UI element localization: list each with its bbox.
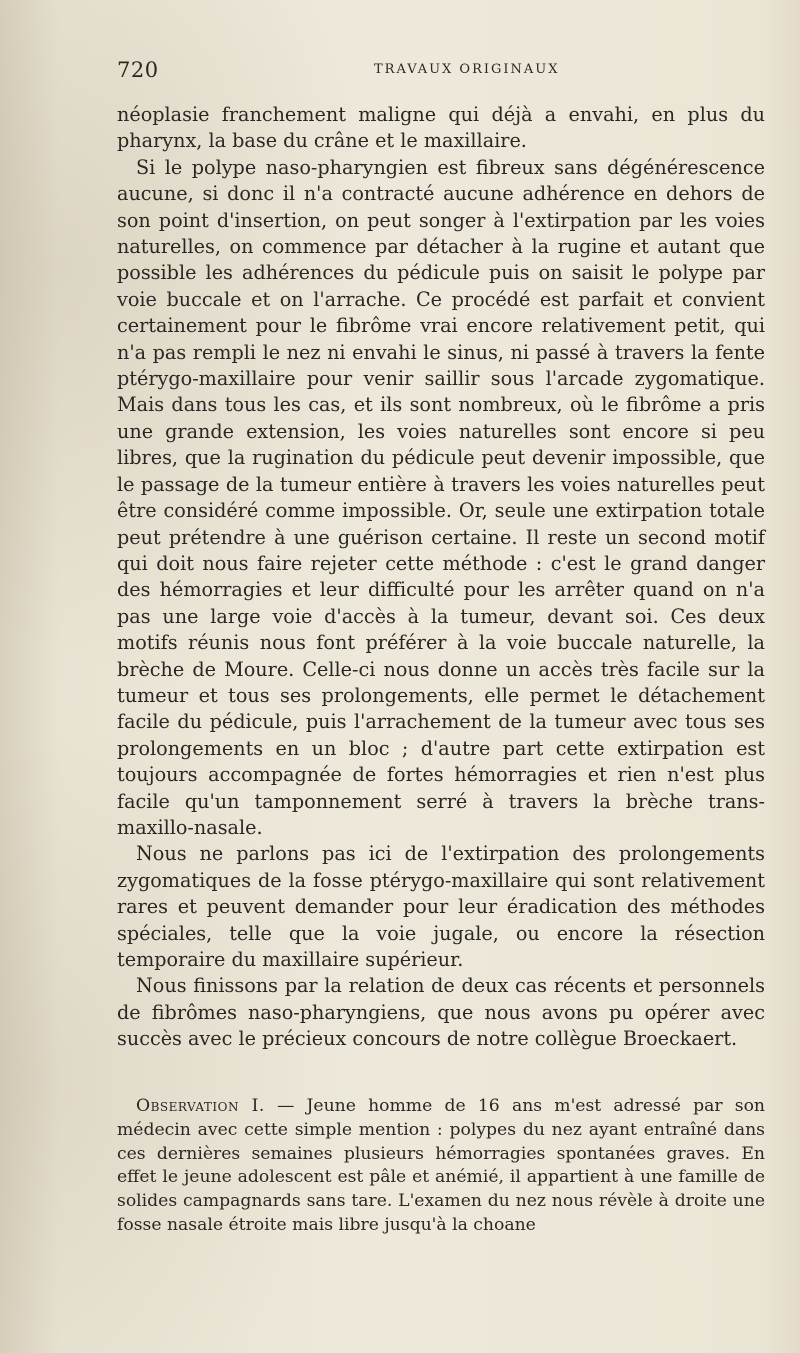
paragraph: néoplasie franchement maligne qui déjà a envahi, en plus du pharynx, la base du crâne et le maxillaire. bbox=[117, 103, 765, 153]
page-number: 720 bbox=[117, 58, 159, 82]
paragraph: Nous ne parlons pas ici de l'extirpation des prolongements zygomatiques de la fosse ptérygo-maxillaire qui sont relativement rares et peuvent demander pour leur éradication des méthodes spéciales, telle que la voie jugale, ou encore la résection temporaire du maxillaire supérieur. bbox=[117, 842, 765, 971]
observation-block bbox=[117, 1095, 765, 1238]
observation-paragraph bbox=[117, 1095, 765, 1238]
paragraph: Nous finissons par la relation de deux cas récents et personnels de fibrômes naso-pharyngiens, que nous avons pu opérer avec succès avec le précieux concours de notre collègue Broeckaert. bbox=[117, 974, 765, 1051]
observation-text: — Jeune homme de 16 ans m'est adressé par son médecin avec cette simple mention : polypes du nez ayant entraîné dans ces dernières semaines plusieurs hémorragies spontanées graves. En effet le jeune adolescent est pâle et anémié, il appartient à une famille de solides campagnards sans tare. L'examen du nez nous révèle à droite une fosse nasale étroite mais libre jusqu'à la choane bbox=[117, 1096, 765, 1235]
paragraph: Si le polype naso-pharyngien est fibreux sans dégénérescence aucune, si donc il n'a contracté aucune adhérence en dehors de son point d'insertion, on peut songer à l'extirpation par les voies naturelles, on commence par détacher à la rugine et autant que possible les adhérences du pédicule puis on saisit le polype par voie buccale et on l'arrache. Ce procédé est parfait et convient certainement pour le fibrôme vrai encore relativement petit, qui n'a pas rempli le nez ni envahi le sinus, ni passé à travers la fente ptérygo-maxillaire pour venir saillir sous l'arcade zygomatique. Mais dans tous les cas, et ils sont nombreux, où le fibrôme a pris une grande extension, les voies naturelles sont encore si peu libres, que la rugination du pédicule peut devenir impossible, que le passage de la tumeur entière à travers les voies naturelles peut être considéré comme impossible. Or, seule une extirpation totale peut prétendre à une guérison certaine. Il reste un second motif qui doit nous faire rejeter cette méthode : c'est le grand danger des hémorragies et leur difficulté pour les arrêter quand on n'a pas une large voie d'accès à la tumeur, devant soi. Ces deux motifs réunis nous font préférer à la voie buccale naturelle, la brèche de Moure. Celle-ci nous donne un accès très facile sur la tumeur et tous ses prolongements, elle permet le détachement facile du pédicule, puis l'arrachement de la tumeur avec tous ses prolongements en un bloc ; d'autre part cette extirpation est toujours accompagnée de fortes hémorragies et rien n'est plus facile qu'un tamponnement serré à travers la brèche trans-maxillo-nasale. bbox=[117, 155, 765, 839]
running-title: TRAVAUX ORIGINAUX bbox=[374, 62, 560, 77]
body-text bbox=[117, 102, 765, 1053]
observation-label: Observation I. bbox=[136, 1096, 265, 1116]
running-head bbox=[117, 58, 765, 88]
